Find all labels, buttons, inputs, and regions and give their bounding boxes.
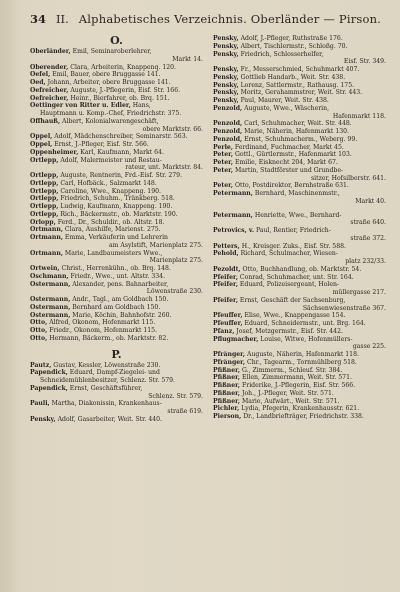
entry-name: Petermann, bbox=[213, 211, 253, 219]
entry-name: Pfißner, bbox=[213, 366, 241, 374]
entry-name: Otto, bbox=[30, 327, 48, 334]
entry-name: Ortwein, bbox=[30, 265, 60, 272]
entry-details: obere Marktstr. 66. bbox=[142, 125, 203, 133]
entry-details: Friderike, J.-Pflegerin, Eisf. Str. 566. bbox=[240, 382, 356, 389]
entry-name: Oefreicher, bbox=[30, 86, 69, 94]
directory-entry bbox=[213, 328, 386, 336]
entry-name: Perle, bbox=[213, 143, 233, 151]
entry-details: Auguste, Näherin, Hafenmarkt 118. bbox=[245, 351, 359, 358]
entry-details: Friedrich, Schlosserhelfer, bbox=[238, 50, 324, 58]
entry-name: Peter, bbox=[213, 159, 234, 166]
entry-details: Adolf, J.-Pfleger, Ruthstraße 176. bbox=[238, 35, 343, 42]
entry-details: Caroline, Wwe., Knappeng. 190. bbox=[58, 187, 161, 195]
directory-entry-continuation bbox=[30, 257, 203, 265]
directory-entry bbox=[30, 87, 203, 95]
directory-entry bbox=[213, 144, 386, 152]
entry-details: Andr., Tagl., am Goldbach 150. bbox=[70, 296, 169, 303]
entry-details: Emma, Verkäuferin und Lehrerin bbox=[62, 234, 168, 241]
entry-name: Pfränger, bbox=[213, 358, 246, 366]
entry-name: Peter, bbox=[213, 182, 234, 190]
directory-entry bbox=[213, 43, 386, 51]
directory-entry bbox=[30, 312, 203, 320]
directory-entry bbox=[30, 180, 203, 188]
entry-name: Pierson, bbox=[213, 413, 242, 420]
directory-entry bbox=[30, 304, 203, 312]
directory-entry bbox=[213, 312, 386, 320]
directory-entry-continuation bbox=[30, 408, 203, 416]
entry-details: Christ., Herrenkühn., ob. Brq. 148. bbox=[59, 265, 171, 272]
directory-entry-continuation bbox=[213, 175, 386, 183]
entry-details: Marie, Näherin, Hafenmarkt 130. bbox=[242, 128, 350, 135]
entry-details: Johann, Arbeiter, obere Bruggasse 141. bbox=[45, 79, 171, 86]
entry-details: Ernst, J.-Pfleger, Eisf. Str. 566. bbox=[52, 141, 149, 148]
directory-entry-continuation bbox=[213, 113, 386, 121]
directory-entry bbox=[213, 320, 386, 328]
entry-details: Friedr., Wwe., unt. Altstr. 334. bbox=[68, 272, 166, 280]
entry-details: Markt 40. bbox=[355, 197, 386, 205]
directory-entry-continuation bbox=[213, 305, 386, 313]
entry-details: Markt 14. bbox=[172, 55, 203, 63]
entry-details: Albert, Tischlermstr., Schloßg. 70. bbox=[238, 42, 348, 50]
entry-details: Gustav, Kessler, Löwenstraße 230. bbox=[51, 361, 161, 369]
directory-entry-continuation bbox=[30, 126, 203, 134]
directory-entry-continuation bbox=[30, 377, 203, 385]
directory-entry bbox=[30, 64, 203, 72]
entry-details: Ernst, Geschäftsführer, bbox=[67, 384, 143, 392]
entry-name: Pehold, bbox=[213, 250, 239, 258]
entry-details: Gottl., Gürtlermstr., Hafenmarkt 103. bbox=[233, 151, 352, 159]
entry-name: Pensky, bbox=[213, 89, 239, 97]
entry-name: Pfeuffer, bbox=[213, 320, 243, 327]
directory-entry bbox=[213, 128, 386, 136]
entry-details: Auguste, Wwe., Wäscherin, bbox=[242, 104, 330, 112]
entry-details: G., Zimmerm., Schleuf. Str. 384. bbox=[240, 366, 343, 374]
entry-name: Pfißner, bbox=[213, 382, 241, 389]
entry-name: Ortmann, bbox=[30, 249, 63, 257]
entry-details: Karl, Kaufmann, Markt 64. bbox=[78, 148, 164, 156]
entry-name: Peter, bbox=[213, 166, 234, 174]
entry-details: am Asylstift, Marienplatz 275. bbox=[108, 241, 203, 249]
directory-entry bbox=[30, 327, 203, 335]
directory-entry bbox=[213, 297, 386, 305]
directory-entry bbox=[30, 102, 203, 110]
directory-entry bbox=[213, 35, 386, 43]
entry-name: Pensky, bbox=[213, 66, 239, 73]
entry-details: Carl, Hofbäck., Salzmarkt 148. bbox=[58, 179, 157, 187]
entry-details: Clara, Arbeiterin, Knappenq. 120. bbox=[68, 63, 176, 71]
entry-name: Ortmann, bbox=[30, 226, 63, 234]
page-title: Alphabetisches Verzeichnis. Oberländer — Pirson. bbox=[78, 12, 382, 26]
entry-details: Hafenmarkt 118. bbox=[332, 112, 386, 120]
entry-name: Orlopp, bbox=[30, 218, 56, 226]
directory-entry bbox=[30, 48, 203, 56]
entry-name: Otto, bbox=[30, 334, 48, 342]
entry-details: Clara, Aushilfe, Marienst. 275. bbox=[62, 226, 161, 234]
entry-details: Adolf, Mädchenschreiber, Seminarstr. 563. bbox=[52, 133, 188, 141]
entry-name: Penzold, bbox=[213, 135, 243, 143]
directory-entry bbox=[213, 351, 386, 359]
entry-name: Oppenheimer, bbox=[30, 148, 79, 156]
directory-entry bbox=[213, 413, 386, 421]
entry-details: Ellen, Zimmermann, Weit. Str. 571. bbox=[240, 374, 352, 382]
entry-name: Oschmann, bbox=[30, 272, 69, 280]
entry-details: Eduard, Polizeisergeant, Holen- bbox=[237, 281, 340, 289]
entry-details: Friedr., Ökonom, Hofenmarkt 115. bbox=[47, 327, 158, 334]
entry-name: Pensky, bbox=[213, 97, 239, 104]
directory-entry-continuation bbox=[30, 56, 203, 64]
entry-name: Oberender, bbox=[30, 63, 69, 71]
directory-entry bbox=[30, 195, 203, 203]
entry-details: Ernst, Schuhmacherm., Weberg. 99. bbox=[242, 135, 358, 143]
directory-entry bbox=[30, 141, 203, 149]
directory-entry bbox=[30, 281, 203, 289]
directory-entry bbox=[213, 74, 386, 82]
entry-name: Pfanz, bbox=[213, 327, 235, 335]
directory-entry bbox=[213, 89, 386, 97]
directory-entry bbox=[30, 79, 203, 87]
directory-entry bbox=[213, 159, 386, 167]
directory-entry bbox=[213, 336, 386, 344]
entry-name: Otto, bbox=[30, 319, 48, 327]
directory-entry bbox=[30, 400, 203, 408]
entry-name: Pautz, bbox=[30, 361, 52, 369]
left-column bbox=[30, 32, 203, 424]
entry-name: Ortlepp, bbox=[30, 210, 59, 218]
entry-details: straße 619. bbox=[167, 408, 203, 415]
directory-entry-continuation bbox=[30, 164, 203, 172]
directory-entry bbox=[30, 234, 203, 242]
entry-name: Ortlepp, bbox=[30, 179, 59, 187]
entry-details: Chr., Tagearm., Tornmühlberg 518. bbox=[245, 358, 357, 366]
entry-name: Pensky, bbox=[30, 415, 56, 423]
entry-name: Ortlepp, bbox=[30, 156, 59, 164]
section-letter: O. bbox=[110, 34, 123, 47]
entry-name: Ortlepp, bbox=[30, 195, 59, 203]
directory-entry bbox=[213, 51, 386, 59]
entry-details: Hauptmann u. Komp.-Chef, Friedrichstr. 375. bbox=[40, 110, 182, 117]
entry-details: Marie, Aufwärt., Weit. Str. 571. bbox=[240, 397, 340, 405]
directory-entry bbox=[213, 136, 386, 144]
directory-entry bbox=[30, 118, 203, 126]
page-number: 34 bbox=[30, 12, 47, 26]
entry-name: Pfißner, bbox=[213, 397, 241, 405]
directory-entry-continuation bbox=[30, 288, 203, 296]
directory-entry bbox=[30, 133, 203, 141]
entry-details: Lorenz, Sattlermstr., Rathausg. 175. bbox=[238, 81, 355, 89]
entry-details: Hans, bbox=[130, 102, 151, 110]
entry-details: Sächsenwiesenstraße 367. bbox=[302, 304, 386, 312]
entry-details: Marie, Landbaumeisters Wwe., bbox=[62, 249, 163, 257]
entry-name: Pflugmacher, bbox=[213, 335, 259, 343]
entry-details: Martin, Stadtförster und Grundbe- bbox=[233, 166, 344, 174]
section-number: II. bbox=[56, 12, 69, 26]
entry-details: gasse 225. bbox=[352, 343, 386, 351]
directory-entry bbox=[213, 227, 386, 235]
directory-entry-continuation bbox=[213, 258, 386, 266]
directory-entry bbox=[30, 335, 203, 343]
entry-name: Pensky, bbox=[213, 73, 239, 81]
directory-entry bbox=[213, 266, 386, 274]
entry-name: Papendick, bbox=[30, 369, 68, 377]
directory-entry bbox=[213, 66, 386, 74]
directory-entry bbox=[213, 281, 386, 289]
directory-entry bbox=[213, 359, 386, 367]
directory-entry bbox=[213, 151, 386, 159]
entry-details: Emil, Bauer, obere Bruggasse 141. bbox=[50, 71, 161, 79]
entry-details: Joh., J.-Pfleger, Weit. Str. 571. bbox=[240, 389, 334, 397]
entry-details: Hermann, Bäckerm., ob. Marktstr. 82. bbox=[47, 334, 169, 342]
directory-entry bbox=[213, 167, 386, 175]
directory-entry bbox=[213, 382, 386, 390]
entry-name: Oefreicher, bbox=[30, 94, 69, 102]
entry-details: Löwenstraße 230. bbox=[146, 288, 203, 296]
entry-details: Martha, Diakonissin, Krankenhaus- bbox=[49, 400, 162, 408]
entry-name: Oed, bbox=[30, 79, 46, 86]
section-spacer bbox=[30, 343, 203, 346]
directory-entry-continuation bbox=[213, 235, 386, 243]
entry-details: Carl, Schuhmacher, Weit. Str. 448. bbox=[242, 120, 352, 128]
entry-name: Ostermann, bbox=[30, 303, 71, 311]
section-letter: P. bbox=[111, 347, 122, 361]
entry-details: Dr., Landbriefträger, Friedrichstr. 338. bbox=[241, 413, 364, 420]
entry-details: Bernhard am Goldbach 150. bbox=[70, 303, 161, 311]
entry-details: Eduard, Schneidermstr., unt. Brg. 164. bbox=[242, 320, 366, 327]
directory-entry bbox=[30, 157, 203, 165]
directory-entry-continuation bbox=[213, 289, 386, 297]
entry-name: Ostermann, bbox=[30, 311, 71, 319]
directory-entry bbox=[213, 182, 386, 190]
directory-entry-continuation bbox=[213, 219, 386, 227]
entry-details: Eisf. Str. 349. bbox=[343, 58, 386, 66]
directory-entry bbox=[30, 250, 203, 258]
directory-entry bbox=[30, 203, 203, 211]
entry-name: Papendick, bbox=[30, 384, 68, 392]
entry-details: Lydia, Pfegerin, Krankenhausstr. 621. bbox=[239, 405, 360, 413]
directory-entry bbox=[213, 82, 386, 90]
entry-details: sitzer, Hofsilberstr. 641. bbox=[311, 174, 386, 182]
entry-details: Richard, Schulmacher, Wiesen- bbox=[238, 250, 338, 258]
directory-entry bbox=[30, 226, 203, 234]
entry-name: Pfeuffer, bbox=[213, 312, 243, 320]
entry-name: Petermann, bbox=[213, 190, 253, 197]
directory-entry bbox=[30, 172, 203, 180]
entry-name: Pensky, bbox=[213, 50, 239, 58]
entry-name: Offhauß, bbox=[30, 117, 61, 125]
entry-details: Josef, Metzgermstr., Eisf. Str. 442. bbox=[234, 327, 343, 335]
directory-entry bbox=[30, 219, 203, 227]
directory-entry bbox=[30, 71, 203, 79]
directory-entry bbox=[213, 367, 386, 375]
entry-details: straße 640. bbox=[350, 219, 386, 227]
entry-details: Schneidemühlenbesitzer, Schlenz. Str. 579. bbox=[40, 377, 175, 384]
directory-entry-continuation bbox=[30, 110, 203, 118]
entry-details: Alexander, pens. Bahnarbeiter, bbox=[70, 280, 169, 288]
entry-name: Ortmann, bbox=[30, 234, 63, 241]
entry-details: rateur, unt. Marktstr. 84. bbox=[125, 164, 203, 172]
entry-name: Penzold, bbox=[213, 128, 243, 135]
entry-name: Petters, bbox=[213, 242, 240, 250]
entry-details: Louise, Witwe, Hofenmüllers- bbox=[258, 335, 353, 343]
entry-name: Pfeifer, bbox=[213, 273, 238, 281]
directory-entry bbox=[213, 405, 386, 413]
directory-entry bbox=[213, 243, 386, 251]
entry-name: Pfeifer, bbox=[213, 281, 238, 289]
entry-details: Alfred, Ökonom, Hofenmarkt 115. bbox=[47, 319, 156, 327]
entry-name: Pauli, bbox=[30, 400, 50, 408]
entry-name: Pichler, bbox=[213, 405, 240, 413]
entry-name: Pensky, bbox=[213, 35, 239, 42]
directory-entry bbox=[213, 374, 386, 382]
entry-name: Oppel, bbox=[30, 141, 53, 148]
entry-details: Marienplatz 275. bbox=[149, 257, 203, 265]
entry-details: straße 372. bbox=[350, 234, 386, 242]
entry-details: Ferd., Dr., Schuldir., ob. Altstr. 18. bbox=[55, 218, 165, 226]
directory-entry bbox=[30, 362, 203, 370]
directory-entry bbox=[30, 385, 203, 393]
entry-details: Adolf, Gasarbeiter, Weit. Str. 440. bbox=[55, 415, 162, 423]
page-header bbox=[30, 12, 386, 28]
entry-name: Pensky, bbox=[213, 81, 239, 89]
directory-entry bbox=[30, 296, 203, 304]
entry-details: Auguste, J.-Pflegerin, Eisf. Str. 166. bbox=[68, 86, 181, 94]
entry-details: Albert, Kolonialwarengeschäft, bbox=[60, 117, 159, 125]
entry-details: H., Kreisger. Zuks., Eisf. Str. 588. bbox=[239, 242, 346, 250]
entry-details: Rich., Bäckermstr., ob. Marktstr. 190. bbox=[58, 210, 178, 218]
entry-name: Ostermann, bbox=[30, 296, 71, 303]
directory-entry-continuation bbox=[213, 58, 386, 66]
entry-name: Pezoldt, bbox=[213, 265, 241, 273]
entry-name: Pensky, bbox=[213, 42, 239, 50]
entry-name: Oppel, bbox=[30, 133, 53, 141]
directory-entry bbox=[30, 265, 203, 273]
entry-details: müllergasse 217. bbox=[332, 289, 386, 296]
entry-details: Heinr., Bierfahrer, ob. Brq. 151. bbox=[68, 94, 170, 102]
entry-details: Paul, Maurer, Weit. Str. 438. bbox=[238, 97, 329, 104]
directory-entry bbox=[30, 369, 203, 377]
entry-name: Penzold, bbox=[213, 120, 243, 128]
directory-entry bbox=[30, 211, 203, 219]
directory-entry bbox=[30, 273, 203, 281]
entry-details: Elise, Wwe., Knappengasse 154. bbox=[242, 312, 346, 320]
directory-entry bbox=[213, 190, 386, 198]
directory-entry bbox=[30, 319, 203, 327]
entry-details: Moritz, Gerahammstrer, Weit. Str. 443. bbox=[238, 89, 363, 97]
directory-entry-continuation bbox=[30, 242, 203, 250]
directory-columns bbox=[30, 32, 386, 424]
entry-details: Gottlieb Handarb., Weit. Str. 438. bbox=[238, 73, 346, 81]
entry-details: Eduard, Dampf-Ziegelei- und bbox=[67, 369, 160, 377]
entry-details: Auguste, Rentnerin, Frd.-Eisf. Str. 279. bbox=[58, 172, 183, 179]
directory-entry-continuation bbox=[30, 393, 203, 401]
entry-details: platz 232/33. bbox=[345, 258, 386, 265]
directory-entry bbox=[213, 274, 386, 282]
entry-name: Ostermann, bbox=[30, 280, 71, 288]
entry-details: Adolf, Malermeister und Restau- bbox=[58, 156, 162, 164]
entry-details: Fr., Messerschmied, Schuhmarkt 407. bbox=[238, 66, 360, 73]
entry-details: Otto, Postdirektor, Bernhstraße 631. bbox=[233, 182, 349, 190]
directory-entry bbox=[213, 105, 386, 113]
entry-details: Friedrich, Schuhm., Tränkberg. 518. bbox=[58, 195, 175, 203]
entry-name: Pfeifer, bbox=[213, 296, 238, 304]
entry-details: Bernhard, Maschinenmstr., bbox=[252, 190, 340, 197]
entry-details: Emilie, Eisknecht 204, Markt 67. bbox=[233, 159, 338, 166]
entry-details: Henriette, Wwe., Bernhard- bbox=[252, 211, 342, 219]
directory-entry bbox=[213, 97, 386, 105]
directory-entry bbox=[213, 398, 386, 406]
directory-entry bbox=[30, 149, 203, 157]
entry-details: Ludwig, Kaufmann, Knappeng. 190. bbox=[58, 203, 173, 210]
entry-name: Ortlepp, bbox=[30, 203, 59, 210]
entry-name: Pfränger, bbox=[213, 351, 246, 358]
entry-name: Ortlepp, bbox=[30, 187, 59, 195]
entry-name: Pfißner, bbox=[213, 389, 241, 397]
directory-entry-continuation bbox=[213, 198, 386, 206]
entry-name: Oefel, bbox=[30, 71, 51, 79]
entry-details: Marie, Köchin, Bahnhofstr. 260. bbox=[70, 311, 172, 319]
directory-entry-continuation bbox=[213, 343, 386, 351]
entry-details: Ernst, Geschäft der Sachsenburg, bbox=[237, 296, 346, 304]
directory-entry bbox=[30, 188, 203, 196]
entry-details: Schlenz. Str. 579. bbox=[148, 392, 203, 400]
entry-name: Ortlepp, bbox=[30, 172, 59, 179]
entry-name: Petrovics, v. bbox=[213, 227, 254, 234]
entry-details: Paul, Rentier, Friedrich- bbox=[254, 227, 331, 234]
directory-entry bbox=[213, 120, 386, 128]
directory-entry bbox=[30, 95, 203, 103]
right-column bbox=[213, 32, 386, 424]
entry-details: Ferdinand, Fuchmacher, Markt 45. bbox=[232, 143, 344, 151]
entry-name: Peter, bbox=[213, 151, 234, 159]
directory-entry bbox=[213, 212, 386, 220]
directory-entry bbox=[213, 250, 386, 258]
directory-entry bbox=[213, 390, 386, 398]
entry-details: Emil, Seminaroberlehrer, bbox=[70, 48, 152, 55]
directory-entry bbox=[30, 416, 203, 424]
entry-details: Conrad, Schuhmacher, unt. Str. 164. bbox=[237, 273, 354, 281]
entry-name: Oberländer, bbox=[30, 48, 71, 55]
entry-name: Oettinger von Ritter u. Edler, bbox=[30, 102, 131, 110]
entry-details: Otto, Buchhandlung, ob. Marktstr. 54. bbox=[240, 265, 362, 273]
entry-name: Pfißner, bbox=[213, 374, 241, 382]
entry-name: Penzold, bbox=[213, 104, 243, 112]
